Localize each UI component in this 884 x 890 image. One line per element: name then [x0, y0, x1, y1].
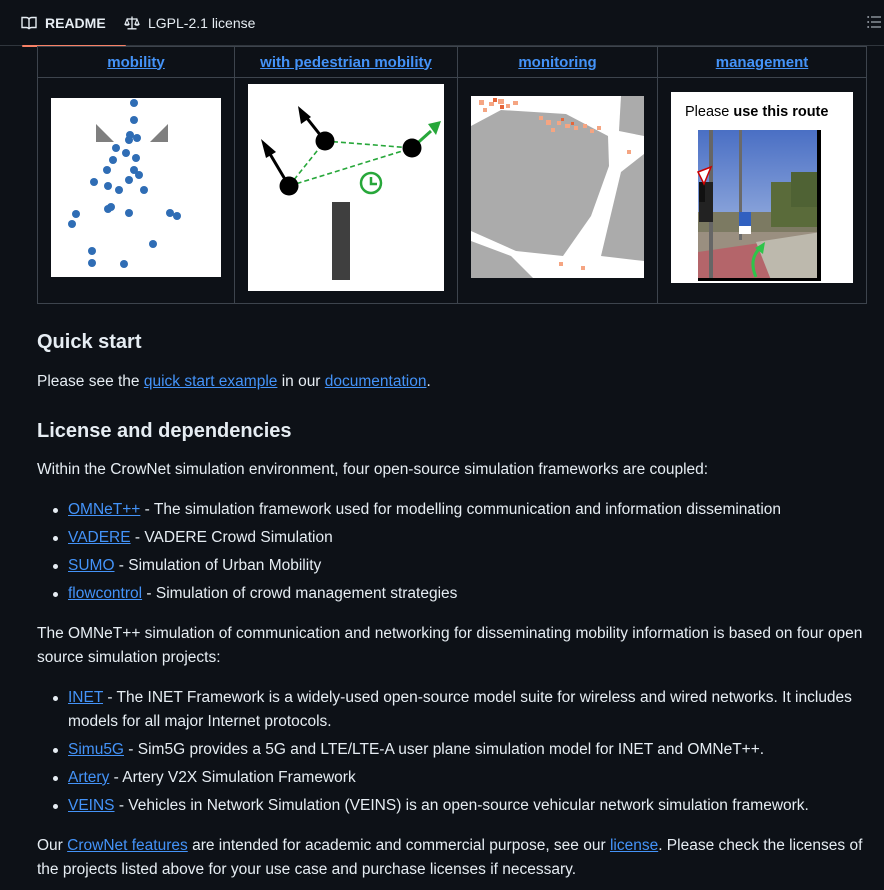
- feature-table: [37, 46, 867, 304]
- readme-tab-bar: [0, 0, 884, 46]
- list-item-desc: - Simulation of Urban Mobility: [114, 557, 322, 574]
- license-intro: Within the CrowNet simulation environment, four open-source simulation frameworks are coupled:: [37, 461, 709, 478]
- list-item-desc: - Sim5G provides a 5G and LTE/LTE-A user plane simulation model for INET and OMNeT++.: [124, 741, 765, 758]
- simu5g-link[interactable]: Simu5G: [68, 741, 124, 758]
- table-header-cell: [457, 46, 658, 78]
- quick-start-paragraph: [37, 370, 867, 394]
- text: .: [426, 373, 431, 390]
- list-item: [37, 582, 872, 606]
- flowcontrol-link[interactable]: flowcontrol: [68, 585, 143, 602]
- list-item: [37, 766, 872, 790]
- table-header-cell: [37, 46, 235, 78]
- frameworks-list: [37, 498, 872, 610]
- list-unordered-icon[interactable]: [866, 14, 882, 30]
- list-item: [37, 794, 872, 818]
- license-link[interactable]: license: [609, 837, 659, 854]
- omnetpp-link[interactable]: OMNeT++: [68, 501, 141, 518]
- scale-icon: [124, 15, 140, 31]
- pedestrian-mobility-image[interactable]: [248, 84, 444, 291]
- mobility-image[interactable]: [51, 98, 221, 277]
- book-icon: [21, 15, 37, 31]
- header-link-monitoring[interactable]: monitoring: [518, 53, 597, 71]
- quick-start-example-link[interactable]: quick start example: [143, 373, 278, 390]
- header-link-pedestrian-mobility[interactable]: with pedestrian mobility: [260, 53, 432, 71]
- text: are intended for academic and commercial purpose, see our: [187, 837, 610, 854]
- list-item: [37, 526, 872, 550]
- header-link-mobility[interactable]: mobility: [107, 53, 165, 71]
- monitoring-image[interactable]: [471, 96, 644, 278]
- text: Please see the: [37, 373, 144, 390]
- list-item: [37, 554, 872, 578]
- header-link-management[interactable]: management: [715, 53, 809, 71]
- projects-list: [37, 686, 872, 822]
- tab-readme-label: README: [45, 15, 106, 31]
- list-item-desc: - Vehicles in Network Simulation (VEINS) is an open-source vehicular network simulation framework.: [114, 797, 809, 814]
- tab-license-label: LGPL-2.1 license: [148, 15, 256, 31]
- license-heading: License and dependencies: [37, 420, 292, 442]
- route-sign-text: Please use this route: [685, 104, 829, 120]
- veins-link[interactable]: VEINS: [68, 797, 115, 814]
- list-item: [37, 686, 872, 734]
- list-item-desc: - The simulation framework used for modelling communication and information dissemination: [140, 501, 782, 518]
- list-item: [37, 498, 872, 522]
- text: . Please check the licenses of the projects listed above for your use case and purchase licenses if necessary.: [37, 837, 863, 878]
- management-image[interactable]: [671, 92, 853, 283]
- inet-link[interactable]: INET: [68, 689, 104, 706]
- list-item-desc: - Simulation of crowd management strategies: [142, 585, 458, 602]
- sumo-link[interactable]: SUMO: [68, 557, 115, 574]
- text: Our: [37, 837, 68, 854]
- list-item: [37, 738, 872, 762]
- vadere-link[interactable]: VADERE: [68, 529, 131, 546]
- artery-link[interactable]: Artery: [68, 769, 110, 786]
- list-item-desc: - Artery V2X Simulation Framework: [109, 769, 356, 786]
- quick-start-heading: Quick start: [37, 331, 142, 353]
- text: in our: [277, 373, 325, 390]
- list-item-desc: - The INET Framework is a widely-used open-source model suite for wireless and wired networks. It includes models for all major Internet protocols.: [68, 689, 852, 730]
- documentation-link[interactable]: documentation: [324, 373, 427, 390]
- crownet-features-link[interactable]: CrowNet features: [67, 837, 188, 854]
- omnet-intro-paragraph: The OMNeT++ simulation of communication and networking for disseminating mobility information is based on four open source simulation projects:: [37, 625, 863, 666]
- tab-readme[interactable]: [12, 0, 112, 46]
- license-outro-paragraph: [37, 834, 867, 882]
- table-header-cell: [657, 46, 867, 78]
- tab-license[interactable]: [124, 0, 255, 46]
- list-item-desc: - VADERE Crowd Simulation: [130, 529, 333, 546]
- table-header-cell: [234, 46, 458, 78]
